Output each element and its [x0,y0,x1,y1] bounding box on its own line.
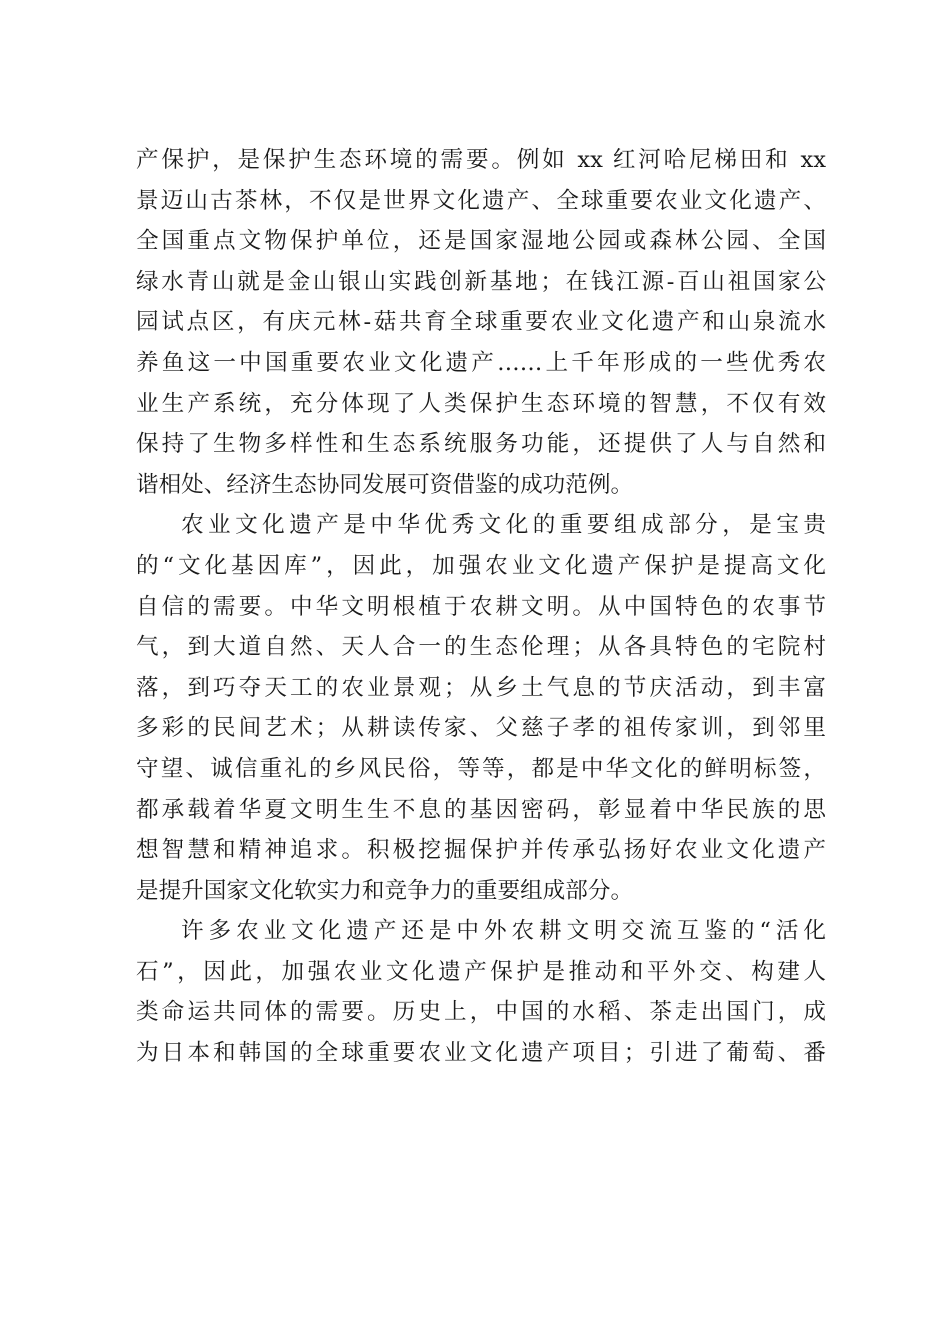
text-line: 园试点区，有庆元林-菇共育全球重要农业文化遗产和山泉流水 [136,309,826,336]
text-line: 绿水青山就是金山银山实践创新基地；在钱江源-百山祖国家公 [136,268,826,295]
text-line: 是提升国家文化软实力和竞争力的重要组成部分。 [136,877,634,904]
paragraph-1 [136,140,826,505]
text-line: 农业文化遗产是中华优秀文化的重要组成部分，是宝贵 [181,512,826,539]
text-line: 守望、诚信重礼的乡风民俗，等等，都是中华文化的鲜明标签， [136,755,826,782]
text-line: 为日本和韩国的全球重要农业文化遗产项目；引进了葡萄、番 [136,1040,826,1067]
paragraph-3 [136,911,826,1073]
text-line: 产保护，是保护生态环境的需要。例如 xx 红河哈尼梯田和 xx [136,147,826,173]
text-line: 类命运共同体的需要。历史上，中国的水稻、茶走出国门，成 [136,999,826,1026]
text-line: 的“文化基因库”，因此，加强农业文化遗产保护是提高文化 [136,552,826,579]
text-line: 落，到巧夺天工的农业景观；从乡土气息的节庆活动，到丰富 [136,674,826,701]
text-line: 谐相处、经济生态协同发展可资借鉴的成功范例。 [136,471,634,498]
document-body [136,140,826,1074]
text-line: 保持了生物多样性和生态系统服务功能，还提供了人与自然和 [136,431,826,458]
text-line: 想智慧和精神追求。积极挖掘保护并传承弘扬好农业文化遗产 [136,837,826,864]
text-line: 养鱼这一中国重要农业文化遗产……上千年形成的一些优秀农 [136,349,826,376]
text-line: 气，到大道自然、天人合一的生态伦理；从各具特色的宅院村 [136,634,826,661]
text-line: 石”，因此，加强农业文化遗产保护是推动和平外交、构建人 [136,958,826,985]
text-line: 业生产系统，充分体现了人类保护生态环境的智慧，不仅有效 [136,390,826,417]
text-line: 都承载着华夏文明生生不息的基因密码，彰显着中华民族的思 [136,796,826,823]
paragraph-2 [136,505,826,911]
text-line: 自信的需要。中华文明根植于农耕文明。从中国特色的农事节 [136,593,826,620]
text-line: 许多农业文化遗产还是中外农耕文明交流互鉴的“活化 [181,918,826,945]
text-line: 全国重点文物保护单位，还是国家湿地公园或森林公园、全国 [136,228,826,255]
text-line: 景迈山古茶林，不仅是世界文化遗产、全球重要农业文化遗产、 [136,187,826,214]
text-line: 多彩的民间艺术；从耕读传家、父慈子孝的祖传家训，到邻里 [136,715,826,742]
